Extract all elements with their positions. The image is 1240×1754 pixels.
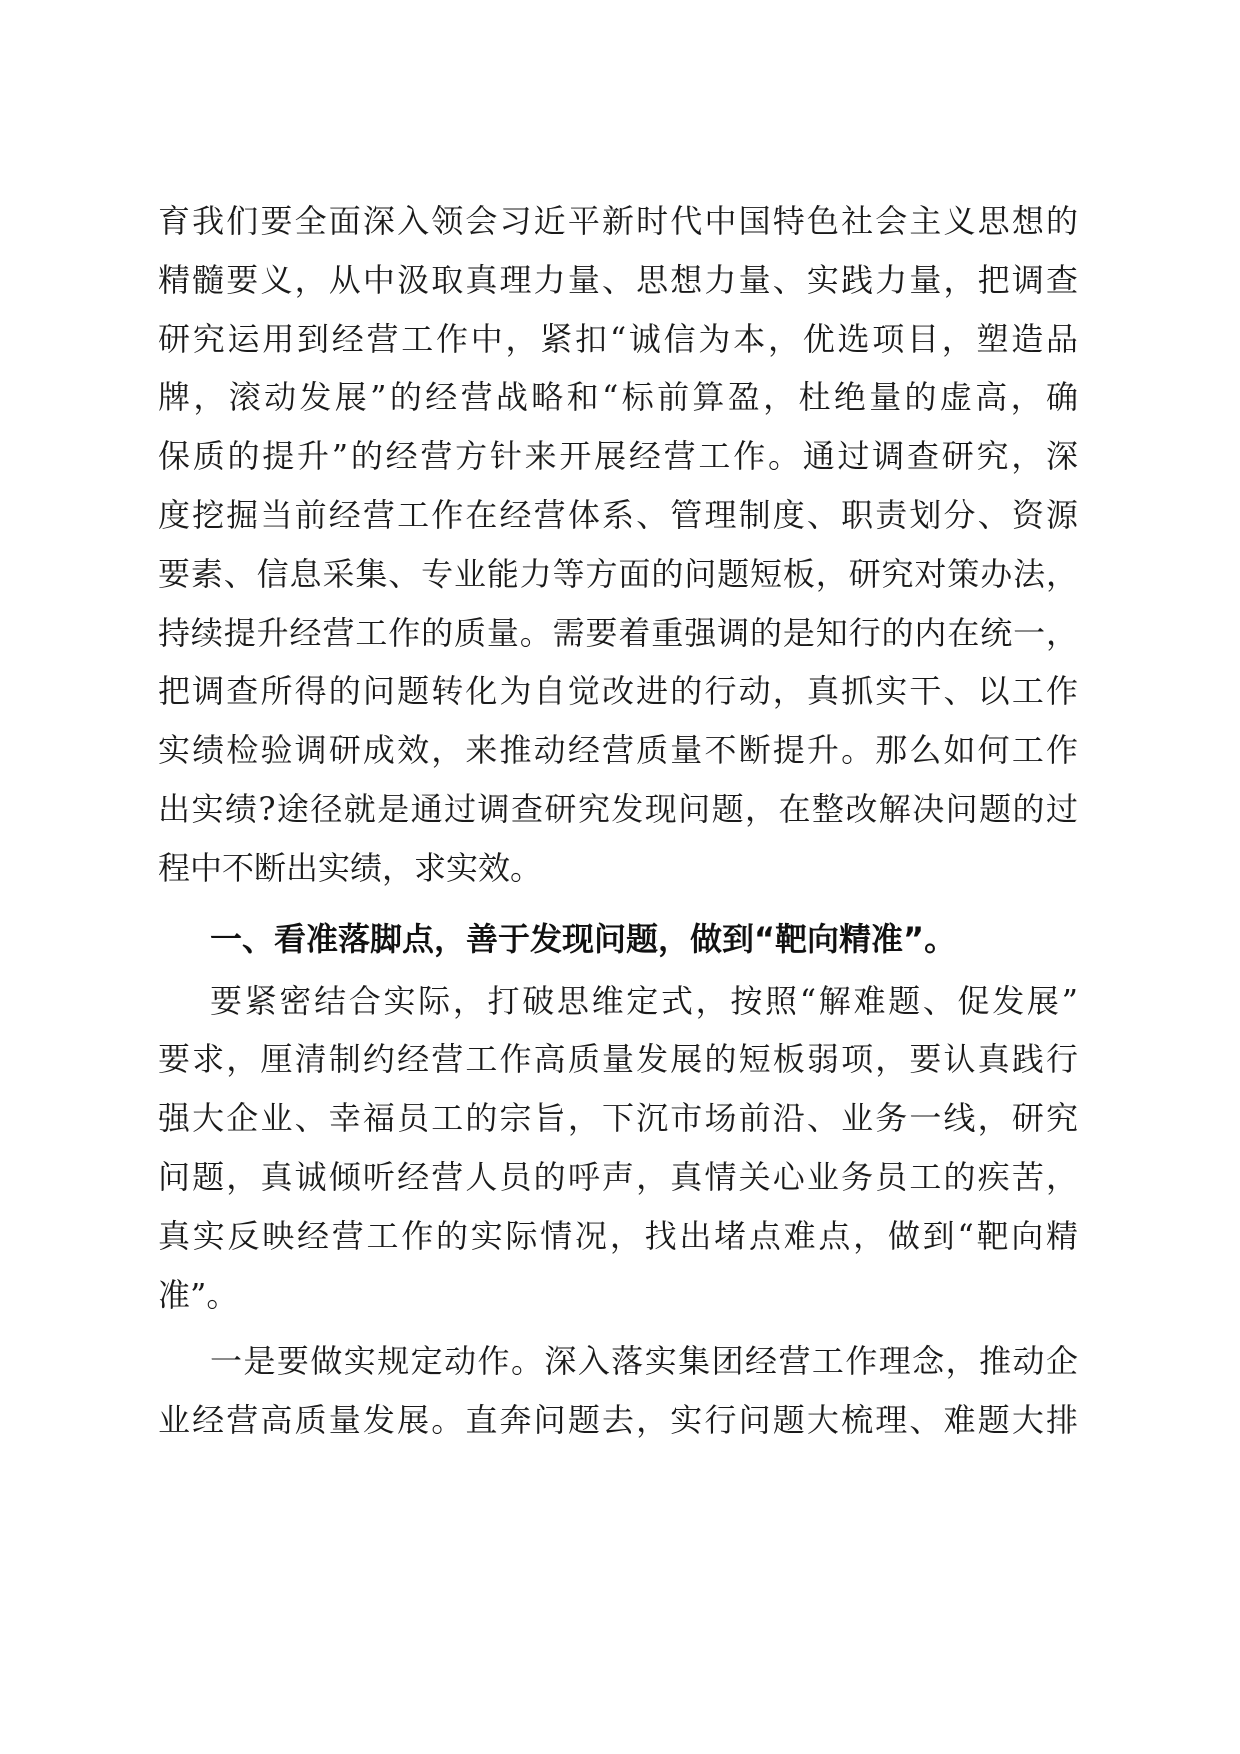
- paragraph-intro: [158, 192, 1078, 898]
- text-line: 牌，滚动发展”的经营战略和“标前算盈，杜绝量的虚高，确: [158, 378, 1078, 417]
- paragraph-gap: [158, 898, 1078, 906]
- text-line: 要素、信息采集、专业能力等方面的问题短板，研究对策办法，: [158, 554, 1078, 593]
- text-line: 精髓要义，从中汲取真理力量、思想力量、实践力量，把调查: [158, 260, 1078, 299]
- text-line: 一是要做实规定动作。深入落实集团经营工作理念，推动企: [210, 1342, 1078, 1381]
- text-line: 准”。: [158, 1275, 239, 1314]
- paragraph-section-one: [158, 972, 1078, 1325]
- text-line: 强大企业、幸福员工的宗旨，下沉市场前沿、业务一线，研究: [158, 1099, 1078, 1138]
- text-line: 出实绩?途径就是通过调查研究发现问题，在整改解决问题的过: [158, 789, 1078, 828]
- text-line: 把调查所得的问题转化为自觉改进的行动，真抓实干、以工作: [158, 672, 1078, 711]
- text-line: 真实反映经营工作的实际情况，找出堵点难点，做到“靶向精: [158, 1216, 1078, 1255]
- text-line: 持续提升经营工作的质量。需要着重强调的是知行的内在统一，: [158, 613, 1078, 652]
- text-line: 育我们要全面深入领会习近平新时代中国特色社会主义思想的: [158, 202, 1078, 240]
- text-line: 业经营高质量发展。直奔问题去，实行问题大梳理、难题大排: [158, 1401, 1078, 1440]
- text-line: 程中不断出实绩，求实效。: [158, 848, 543, 887]
- text-line: 保质的提升”的经营方针来开展经营工作。通过调查研究，深: [158, 437, 1078, 476]
- text-line: 要求，厘清制约经营工作高质量发展的短板弱项，要认真践行: [158, 1040, 1078, 1079]
- text-line: 度挖掘当前经营工作在经营体系、管理制度、职责划分、资源: [158, 495, 1078, 534]
- paragraph-point-one: [158, 1332, 1078, 1450]
- text-line: 实绩检验调研成效，来推动经营质量不断提升。那么如何工作: [158, 731, 1078, 770]
- document-body: [158, 192, 1078, 1450]
- text-line: 研究运用到经营工作中，紧扣“诚信为本，优选项目，塑造品: [158, 319, 1078, 358]
- section-heading: [158, 906, 1078, 972]
- text-line: 问题，真诚倾听经营人员的呼声，真情关心业务员工的疾苦，: [158, 1157, 1078, 1196]
- section-heading-text: 一、看准落脚点，善于发现问题，做到“靶向精准”。: [210, 919, 957, 958]
- text-line: 要紧密结合实际，打破思维定式，按照“解难题、促发展”: [210, 981, 1078, 1020]
- paragraph-gap: [158, 1324, 1078, 1332]
